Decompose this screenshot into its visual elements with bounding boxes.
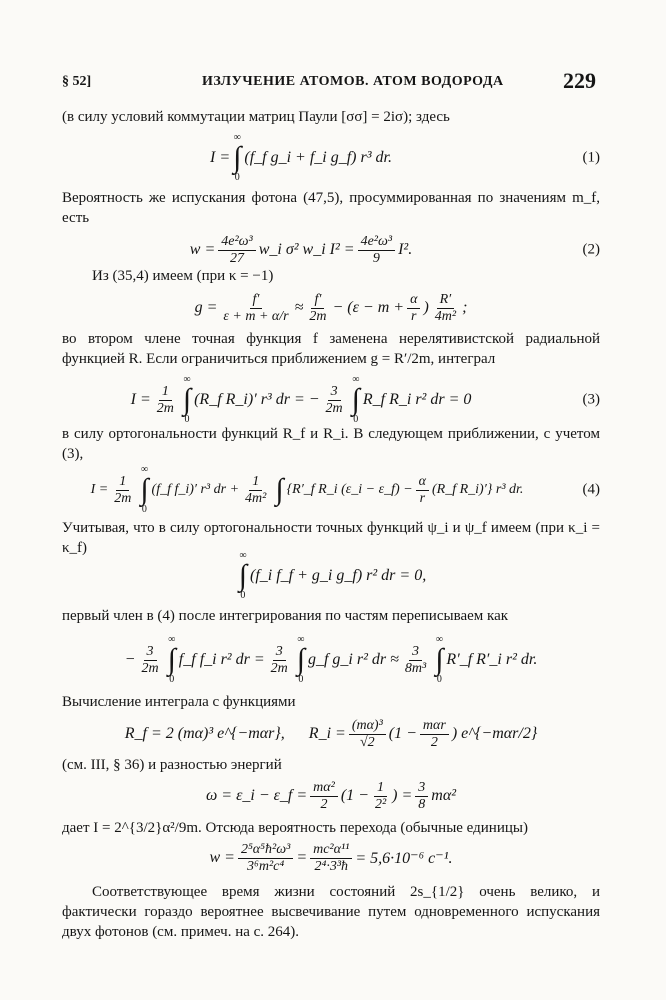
eq3-mid2: ) bbox=[423, 299, 429, 316]
eq10-lhs: w = bbox=[209, 849, 235, 866]
eq9-rhs: mα² bbox=[431, 787, 457, 804]
eq8-rhs: ) e^{−mαr/2} bbox=[451, 725, 538, 742]
eq8-frac-1: $\frac{\text{(mα)³}}{√2}$ bbox=[349, 718, 386, 751]
eq10-rhs: = 5,6·10⁻⁶ c⁻¹. bbox=[355, 850, 453, 867]
eq9-frac-2: $\frac{1}{\text{2²}}$ bbox=[374, 779, 387, 812]
eq1-lhs: I = bbox=[210, 149, 231, 166]
integral-sign: ∞ ∫ 0 bbox=[182, 374, 192, 425]
eq7-integrand-2: g_f g_i r² dr ≈ bbox=[307, 651, 399, 668]
integral-sign: ∞ ∫ 0 bbox=[296, 634, 305, 685]
paragraph-3: Из (35,4) имеем (при κ = −1) bbox=[92, 268, 274, 284]
eq8-mid: (1 − bbox=[388, 725, 417, 742]
equation-1 bbox=[62, 130, 600, 186]
eq5-frac-1: $\frac{1}{2m}$ bbox=[114, 473, 132, 506]
running-title: ИЗЛУЧЕНИЕ АТОМОВ. АТОМ ВОДОРОДА bbox=[202, 74, 504, 89]
eq2-frac-2: $\frac{\text{4e²ω³}}{9}$ bbox=[358, 234, 396, 267]
paragraph-5: в силу ортогональности функций R_f и R_i. В следующем приближении, с учетом (3), bbox=[62, 426, 600, 462]
eq8-ri-lhs: R_i = bbox=[308, 725, 346, 742]
paragraph-11: Соответствующее время жизни состояний 2s_{1/2} очень велико, и фактически гораздо вероятнее высвечивание путем одновременного испускания двух фотонов (см. примеч. на с. 264). bbox=[62, 884, 600, 940]
eq2-mid: w_i σ² w_i I² = bbox=[258, 241, 355, 258]
equation-3 bbox=[62, 284, 600, 332]
eq9-frac-1: $\frac{\text{mα²}}{2}$ bbox=[310, 780, 338, 813]
integral-sign: ∞ ∫ 0 bbox=[167, 634, 176, 685]
eq4-frac-1: $\frac{1}{2m}$ bbox=[156, 383, 174, 416]
eq4-integrand-1: (R_f R_i)′ r³ dr = − bbox=[194, 391, 320, 408]
eq5-frac-3: $\frac{\alpha}{r}$ bbox=[416, 474, 429, 507]
integral-sign: ∞ ∫ 0 bbox=[238, 550, 248, 601]
integral-sign: ∫ bbox=[275, 473, 284, 506]
eq3-lhs: g = bbox=[194, 299, 218, 316]
eq6-body: (f_i f_f + g_i g_f) r² dr = 0, bbox=[250, 567, 427, 584]
eq10-mid: = bbox=[296, 849, 308, 866]
paragraph-10: дает I = 2^{3/2}α²/9m. Отсюда вероятность перехода (обычные единицы) bbox=[62, 820, 528, 836]
eq5-integrand-1: (f_f f_i)′ r³ dr + bbox=[151, 482, 240, 497]
equation-5 bbox=[62, 460, 600, 520]
equation-number-1: (1) bbox=[582, 149, 600, 166]
eq3-frac-1: $\frac{f'}{\varepsilon + m + \alpha/r}$ bbox=[223, 291, 289, 324]
eq2-lhs: w = bbox=[189, 241, 216, 258]
equation-9 bbox=[62, 772, 600, 820]
eq3-frac-2: $\frac{f'}{2m}$ bbox=[309, 291, 327, 324]
eq3-frac-4: $\frac{R'}{\text{4m²}}$ bbox=[434, 291, 457, 324]
eq10-frac-1: $\frac{\text{2⁵α⁵ħ²ω³}}{\text{3⁶m²c⁴}}$ bbox=[238, 842, 293, 875]
eq9-lhs: ω = ε_i − ε_f = bbox=[205, 787, 308, 804]
eq5-frac-2: $\frac{1}{\text{4m²}}$ bbox=[245, 473, 267, 506]
equation-8 bbox=[62, 710, 600, 758]
paragraph-1: (в силу условий коммутации матриц Паули [σσ] = 2iσ); здесь bbox=[62, 109, 450, 125]
eq5-integrand-2: {R′_f R_i (ε_i − ε_f) − bbox=[286, 482, 413, 497]
paragraph-2: Вероятность же испускания фотона (47,5), просуммированная по значениям m_f, есть bbox=[62, 190, 600, 226]
paragraph-9: (см. III, § 36) и разностью энергий bbox=[62, 757, 282, 773]
eq2-frac-1: $\frac{\text{4e²ω³}}{27}$ bbox=[218, 234, 256, 267]
eq5-rhs: (R_f R_i)′} r³ dr. bbox=[432, 482, 524, 497]
eq9-frac-3: $\frac{3}{8}$ bbox=[415, 780, 428, 813]
eq4-integrand-2: R_f R_i r² dr = 0 bbox=[362, 391, 472, 408]
eq4-lhs: I = bbox=[130, 391, 151, 408]
equation-number-4: (4) bbox=[582, 481, 600, 498]
eq7-frac-1: $\frac{3}{2m}$ bbox=[141, 643, 159, 676]
integral-sign: ∞ ∫ 0 bbox=[351, 374, 360, 425]
eq2-rhs: I². bbox=[398, 241, 413, 258]
eq4-frac-2: $\frac{3}{2m}$ bbox=[325, 383, 343, 416]
integral-sign: ∞ ∫ 0 bbox=[435, 634, 444, 685]
paragraph-6: Учитывая, что в силу ортогональности точных функций ψ_i и ψ_f имеем (при κ_i = κ_f) bbox=[62, 520, 600, 556]
equation-number-3: (3) bbox=[582, 391, 600, 408]
page-header bbox=[62, 70, 596, 98]
equation-6 bbox=[62, 548, 600, 604]
eq3-frac-3: $\frac{\alpha}{r}$ bbox=[407, 292, 420, 325]
eq7-minus: − bbox=[124, 651, 136, 668]
eq3-approx: ≈ bbox=[294, 299, 304, 316]
eq1-rhs: (f_f g_i + f_i g_f) r³ dr. bbox=[244, 149, 392, 166]
eq7-frac-3: $\frac{3}{\text{8m³}}$ bbox=[404, 643, 427, 676]
eq9-mid2: ) = bbox=[392, 787, 413, 804]
eq7-integrand-1: f_f f_i r² dr = bbox=[178, 651, 265, 668]
integral-sign: ∞ ∫ 0 bbox=[233, 132, 242, 183]
eq7-integrand-3: R′_f R′_i r² dr. bbox=[446, 651, 538, 668]
paragraph-8: Вычисление интеграла с функциями bbox=[62, 694, 296, 710]
paragraph-7: первый член в (4) после интегрирования по частям переписываем как bbox=[62, 608, 509, 624]
eq5-lhs: I = bbox=[90, 482, 109, 497]
eq3-mid: − (ε − m + bbox=[332, 299, 405, 316]
integral-sign: ∞ ∫ 0 bbox=[140, 464, 149, 515]
eq3-rhs: ; bbox=[462, 299, 468, 316]
equation-7 bbox=[62, 632, 600, 688]
equation-4 bbox=[62, 370, 600, 430]
section-label: § 52] bbox=[62, 74, 92, 89]
paragraph-4: во втором члене точная функция f заменена нерелятивистской радиальной функцией R. Если ограничиться приближением g = R′/2m, интеграл bbox=[62, 331, 600, 367]
eq10-frac-2: $\frac{\text{mc²α¹¹}}{\text{2⁴·3³ħ}}$ bbox=[310, 842, 352, 875]
equation-10 bbox=[62, 834, 600, 882]
page-number: 229 bbox=[563, 68, 596, 93]
eq8-rf: R_f = 2 (mα)³ e^{−mαr}, bbox=[124, 725, 285, 742]
eq9-mid: (1 − bbox=[340, 787, 369, 804]
eq8-frac-2: $\frac{\text{mαr}}{2}$ bbox=[420, 718, 449, 751]
equation-number-2: (2) bbox=[582, 241, 600, 258]
eq7-frac-2: $\frac{3}{2m}$ bbox=[270, 643, 288, 676]
